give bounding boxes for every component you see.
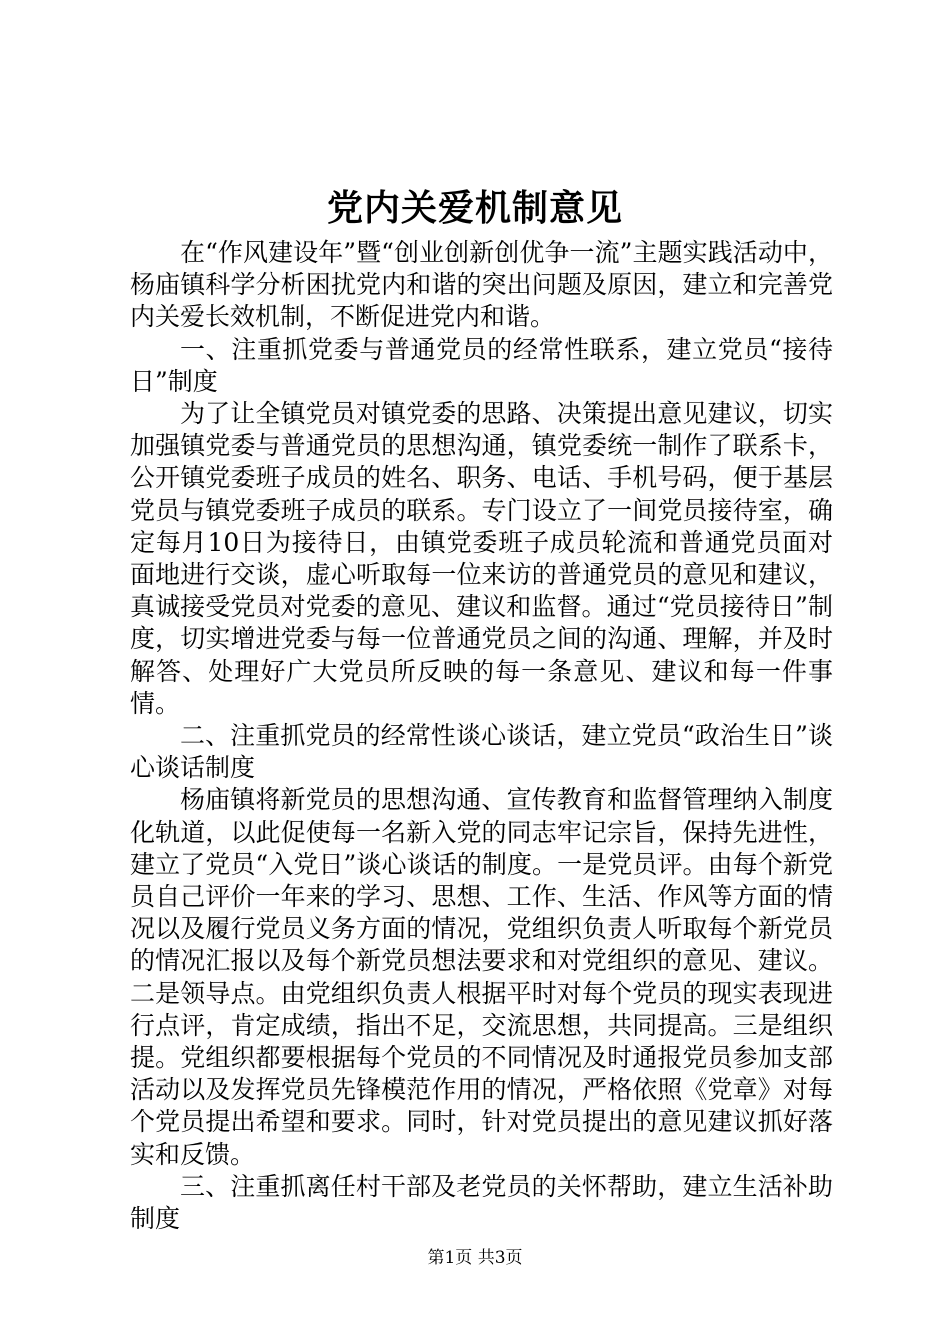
section-heading-3: 三、注重抓离任村干部及老党员的关怀帮助，建立生活补助制度	[130, 1171, 833, 1234]
paragraph-section-2: 杨庙镇将新党员的思想沟通、宣传教育和监督管理纳入制度化轨道，以此促使每一名新入党的同志牢记宗旨，保持先进性，建立了党员“入党日”谈心谈话的制度。一是党员评。由每个新党员自己评价一年来的学习、思想、工作、生活、作风等方面的情况以及履行党员义务方面的情况，党组织负责人听取每个新党员的情况汇报以及每个新党员想法要求和对党组织的意见、建议。二是领导点。由党组织负责人根据平时对每个党员的现实表现进行点评，肯定成绩，指出不足，交流思想，共同提高。三是组织提。党组织都要根据每个党员的不同情况及时通报党员参加支部活动以及发挥党员先锋模范作用的情况，严格依照《党章》对每个党员提出希望和要求。同时，针对党员提出的意见建议抓好落实和反馈。	[130, 785, 833, 1169]
paragraph-intro: 在“作风建设年”暨“创业创新创优争一流”主题实践活动中，杨庙镇科学分析困扰党内和谐的突出问题及原因，建立和完善党内关爱长效机制，不断促进党内和谐。	[130, 238, 833, 332]
section-heading-2: 二、注重抓党员的经常性谈心谈话，建立党员“政治生日”谈心谈话制度	[130, 721, 833, 783]
section-heading-1: 一、注重抓党委与普通党员的经常性联系，建立党员“接待日”制度	[130, 334, 833, 396]
document-body	[130, 237, 833, 1235]
page-footer: 第1页 共3页	[427, 1248, 523, 1268]
paragraph-section-1: 为了让全镇党员对镇党委的思路、决策提出意见建议，切实加强镇党委与普通党员的思想沟通，镇党委统一制作了联系卡，公开镇党委班子成员的姓名、职务、电话、手机号码，便于基层党员与镇党委班子成员的联系。专门设立了一间党员接待室，确定每月10日为接待日，由镇党委班子成员轮流和普通党员面对面地进行交谈，虚心听取每一位来访的普通党员的意见和建议，真诚接受党员对党委的意见、建议和监督。通过“党员接待日”制度，切实增进党委与每一位普通党员之间的沟通、理解，并及时解答、处理好广大党员所反映的每一条意见、建议和每一件事情。	[130, 399, 833, 718]
document-title: 党内关爱机制意见	[326, 187, 623, 229]
